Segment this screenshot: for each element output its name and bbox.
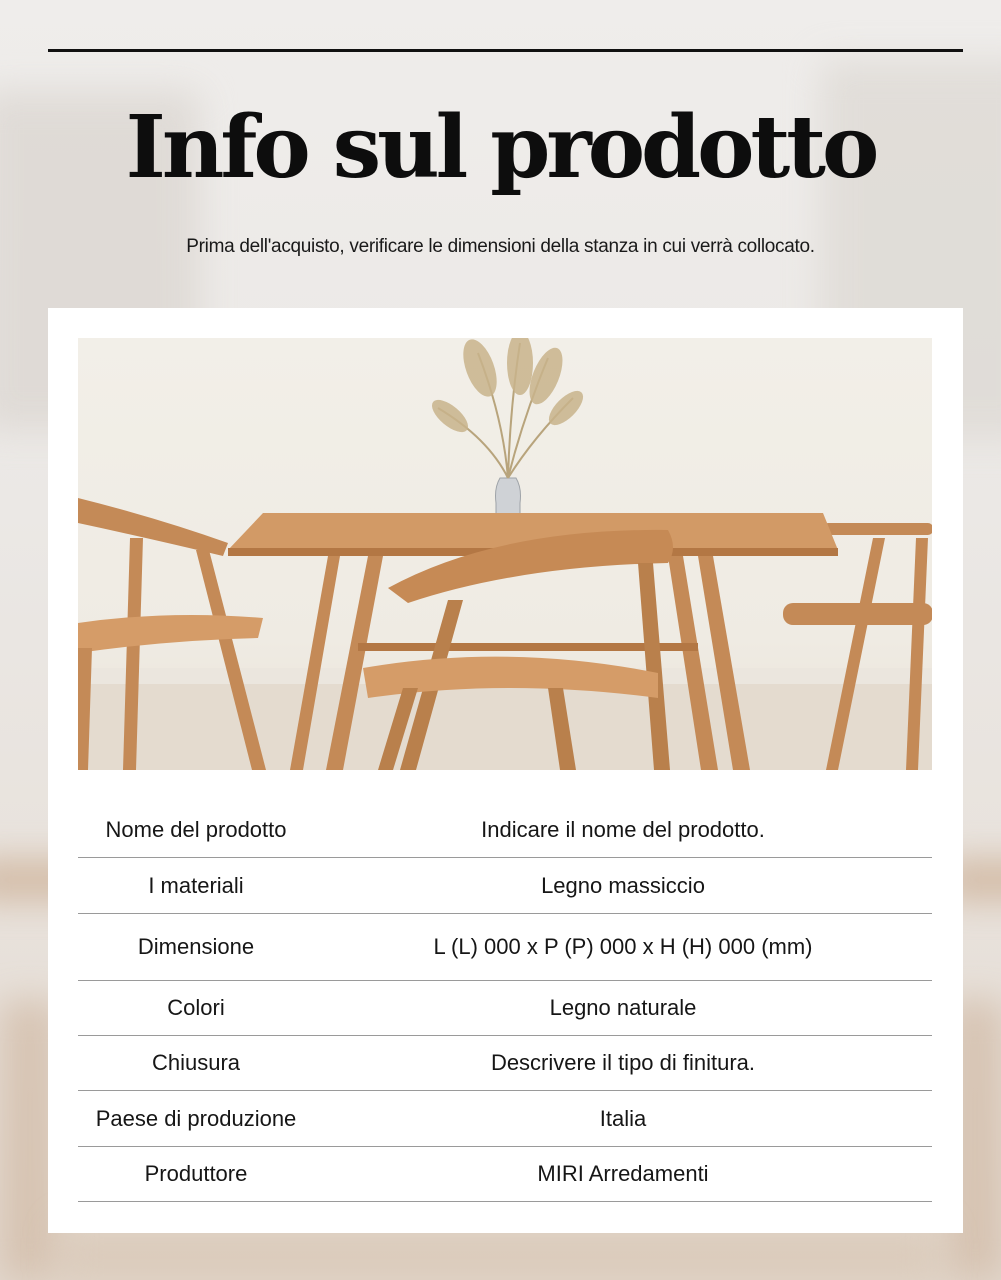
spec-row-product-name: [78, 802, 932, 858]
spec-value: Legno massiccio: [541, 872, 705, 898]
spec-row-dimensions: [78, 914, 932, 981]
page-title: Info sul prodotto: [125, 97, 876, 198]
spec-row-country: [78, 1091, 932, 1147]
spec-label: Dimensione: [137, 934, 255, 959]
spec-value: L (L) 000 x P (P) 000 x H (H) 000 (mm): [433, 934, 813, 959]
spec-label: Nome del prodotto: [105, 816, 287, 842]
spec-row-colors: [78, 981, 932, 1036]
page-subtitle: Prima dell'acquisto, verificare le dimensioni della stanza in cui verrà collocato.: [186, 236, 815, 257]
spec-label: Paese di produzione: [95, 1105, 297, 1131]
spec-value: Legno naturale: [549, 995, 697, 1020]
spec-value: Italia: [599, 1105, 647, 1131]
spec-label: Chiusura: [151, 1050, 241, 1075]
spec-row-finish: [78, 1036, 932, 1091]
spec-value: MIRI Arredamenti: [537, 1161, 709, 1186]
spec-value: Indicare il nome del prodotto.: [481, 816, 765, 842]
product-specs-table: [78, 802, 932, 1202]
spec-row-materials: [78, 858, 932, 914]
product-card: [48, 308, 963, 1233]
product-photo: [78, 338, 932, 770]
spec-row-manufacturer: [78, 1147, 932, 1202]
spec-label: I materiali: [148, 872, 244, 898]
top-divider: [48, 49, 963, 52]
dining-table-illustration: [78, 338, 932, 770]
spec-value: Descrivere il tipo di finitura.: [490, 1050, 756, 1075]
spec-label: Produttore: [144, 1161, 248, 1186]
spec-label: Colori: [167, 995, 225, 1020]
